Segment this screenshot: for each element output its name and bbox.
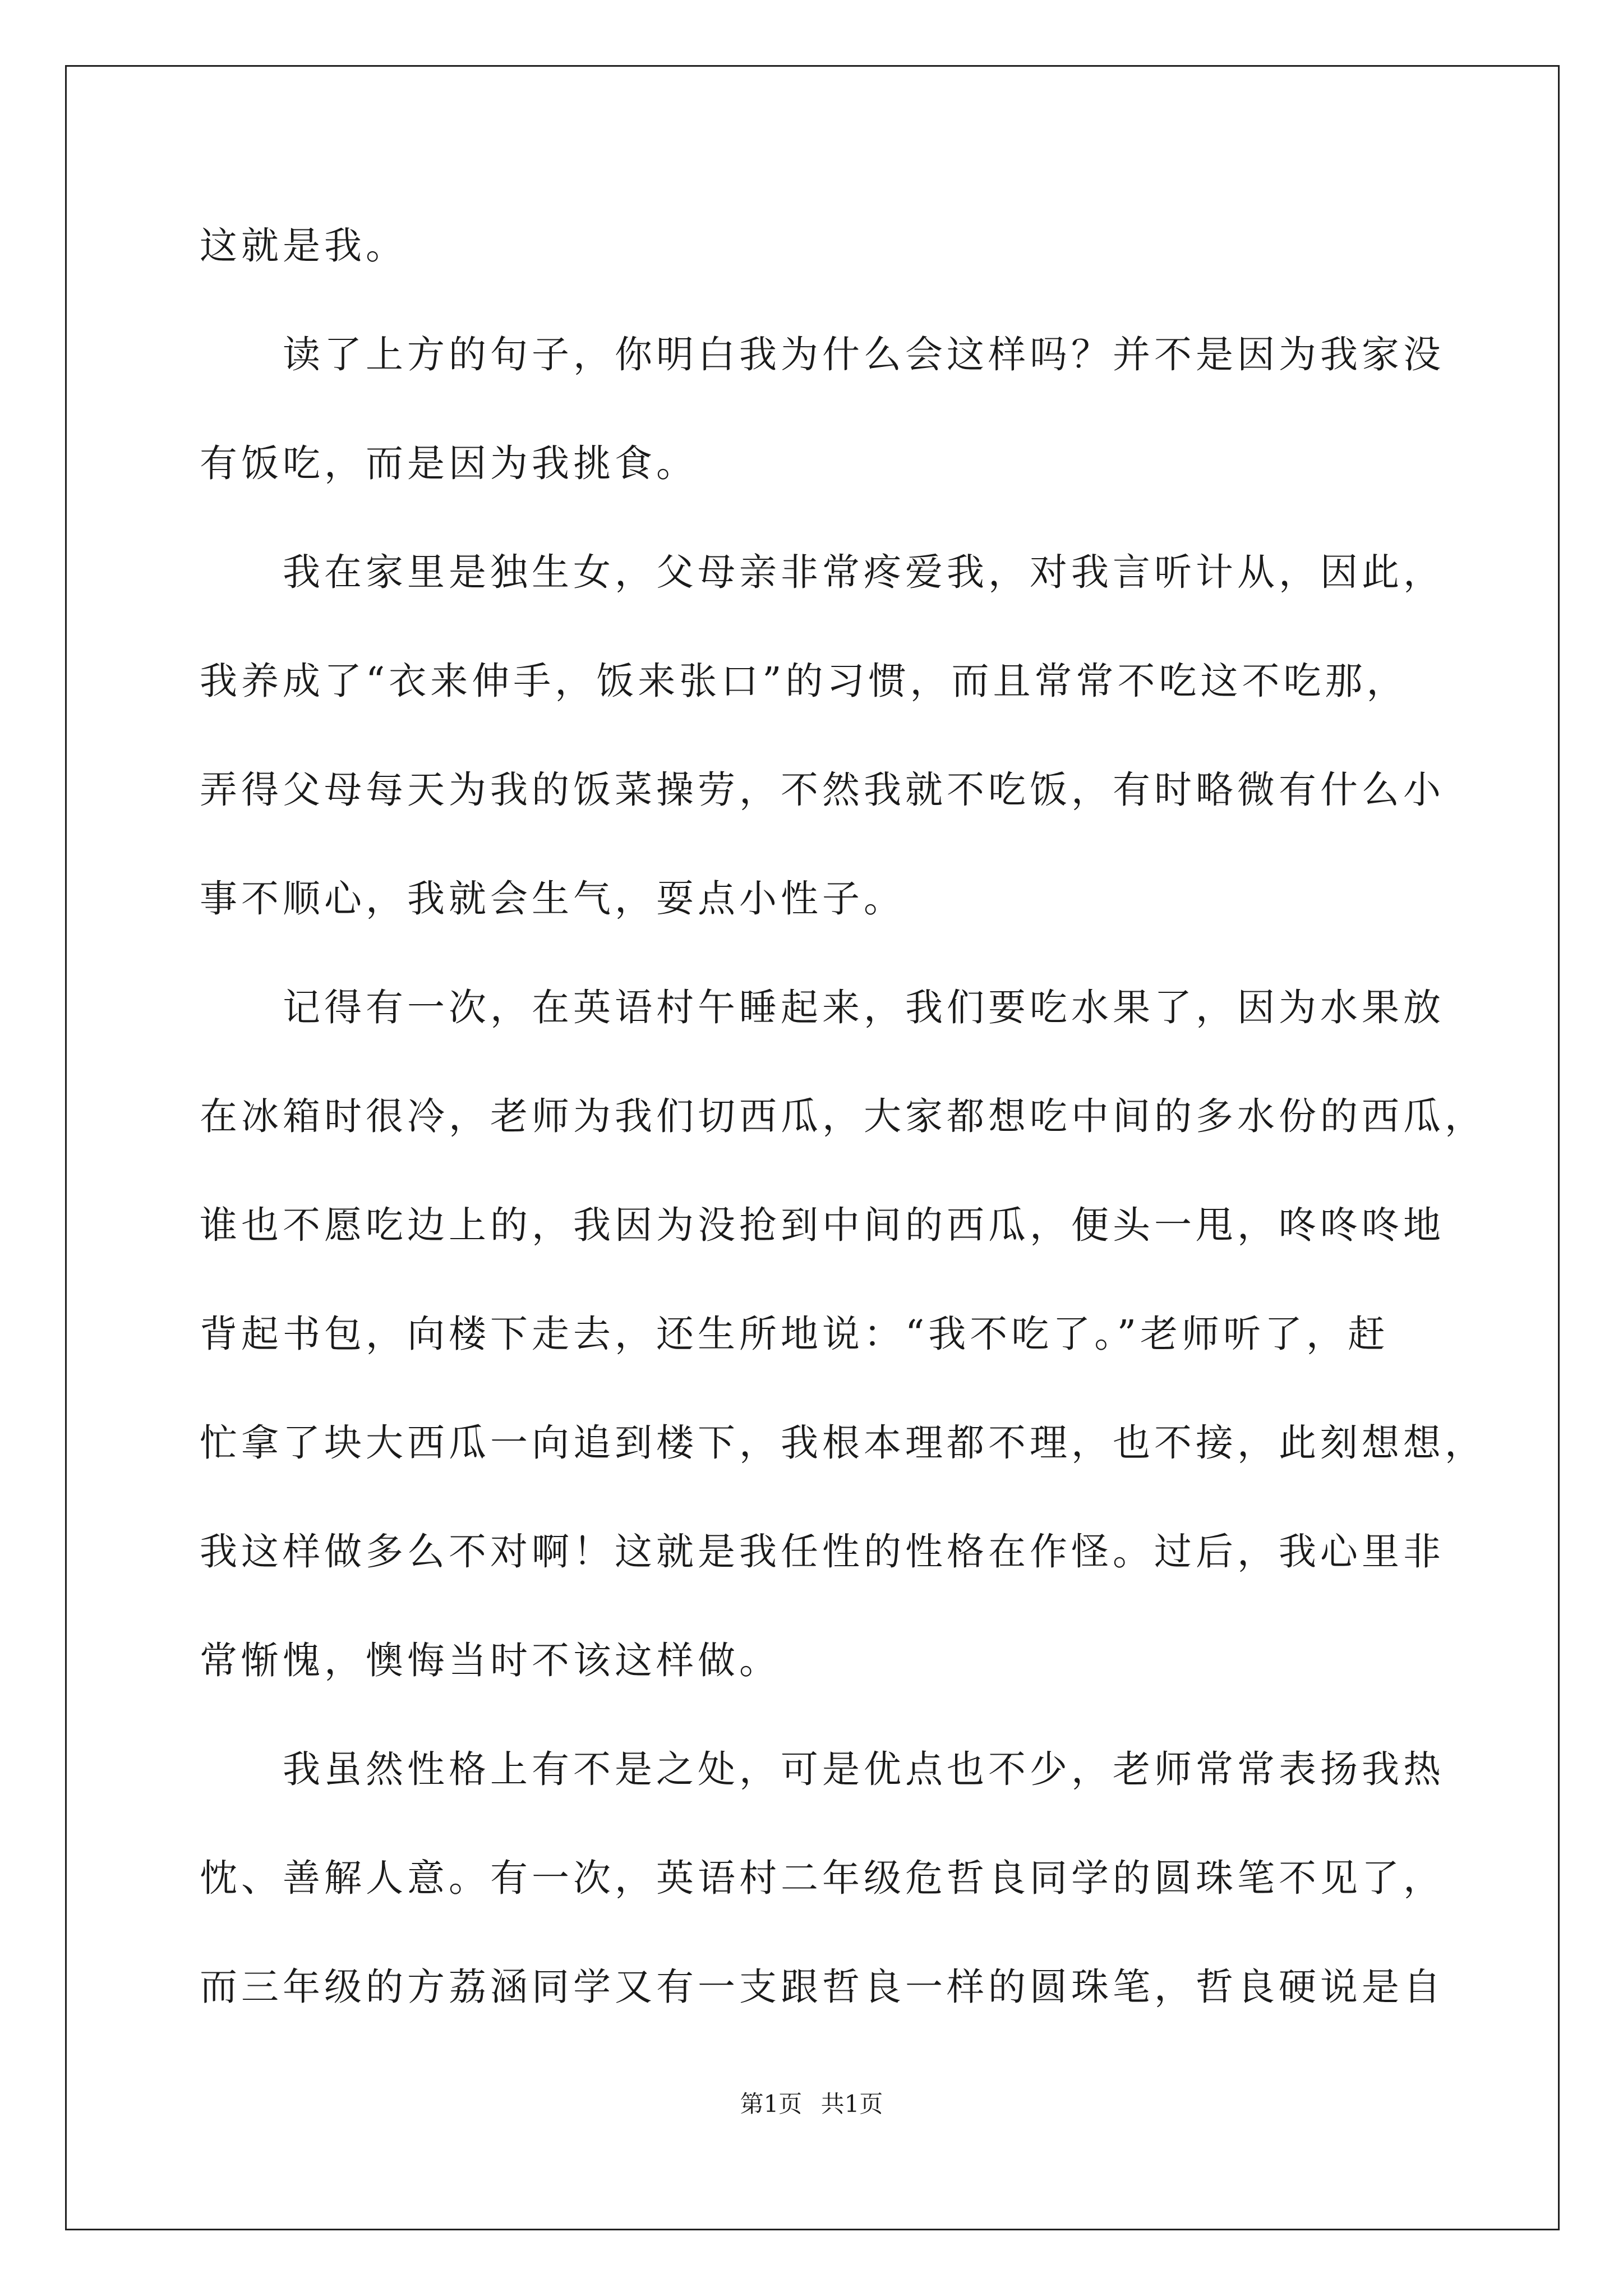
page-footer bbox=[0, 2087, 1623, 2121]
text-line: 常惭愧，懊悔当时不该这样做。 bbox=[200, 1639, 781, 1682]
text-line: 弄得父母每天为我的饭菜操劳，不然我就不吃饭，有时略微有什么小 bbox=[200, 768, 1445, 812]
paragraph-line: 记得有一次，在英语村午睡起来，我们要吃水果了，因为水果放 bbox=[283, 986, 1445, 1029]
page-number: 第1页 bbox=[740, 2090, 803, 2118]
text-line: 而三年级的方荔涵同学又有一支跟哲良一样的圆珠笔，哲良硬说是自 bbox=[200, 1965, 1445, 2009]
page-total: 共1页 bbox=[820, 2090, 883, 2118]
text-line: 在冰箱时很冷，老师为我们切西瓜，大家都想吃中间的多水份的西瓜， bbox=[200, 1094, 1486, 1138]
text-line: 事不顺心，我就会生气，耍点小性子。 bbox=[200, 877, 905, 921]
text-line: 有饭吃，而是因为我挑食。 bbox=[200, 441, 698, 485]
text-line: 忱、善解人意。有一次，英语村二年级危哲良同学的圆珠笔不见了， bbox=[200, 1856, 1445, 1900]
paragraph-line: 我在家里是独生女，父母亲非常疼爱我，对我言听计从，因此， bbox=[283, 550, 1445, 594]
text-line: 这就是我。 bbox=[200, 224, 407, 268]
paragraph-line: 我虽然性格上有不是之处，可是优点也不少，老师常常表扬我热 bbox=[283, 1747, 1445, 1791]
text-line: 我养成了“衣来伸手，饭来张口”的习惯，而且常常不吃这不吃那， bbox=[200, 659, 1408, 703]
text-line: 我这样做多么不对啊！这就是我任性的性格在作怪。过后，我心里非 bbox=[200, 1530, 1445, 1573]
text-line: 谁也不愿吃边上的，我因为没抢到中间的西瓜，便头一甩，咚咚咚地 bbox=[200, 1203, 1445, 1247]
text-line: 背起书包，向楼下走去，还生所地说：“我不吃了。”老师听了，赶 bbox=[200, 1312, 1390, 1356]
text-line: 忙拿了块大西瓜一向追到楼下，我根本理都不理，也不接，此刻想想， bbox=[200, 1421, 1486, 1465]
paragraph-line: 读了上方的句子，你明白我为什么会这样吗？并不是因为我家没 bbox=[283, 333, 1445, 376]
